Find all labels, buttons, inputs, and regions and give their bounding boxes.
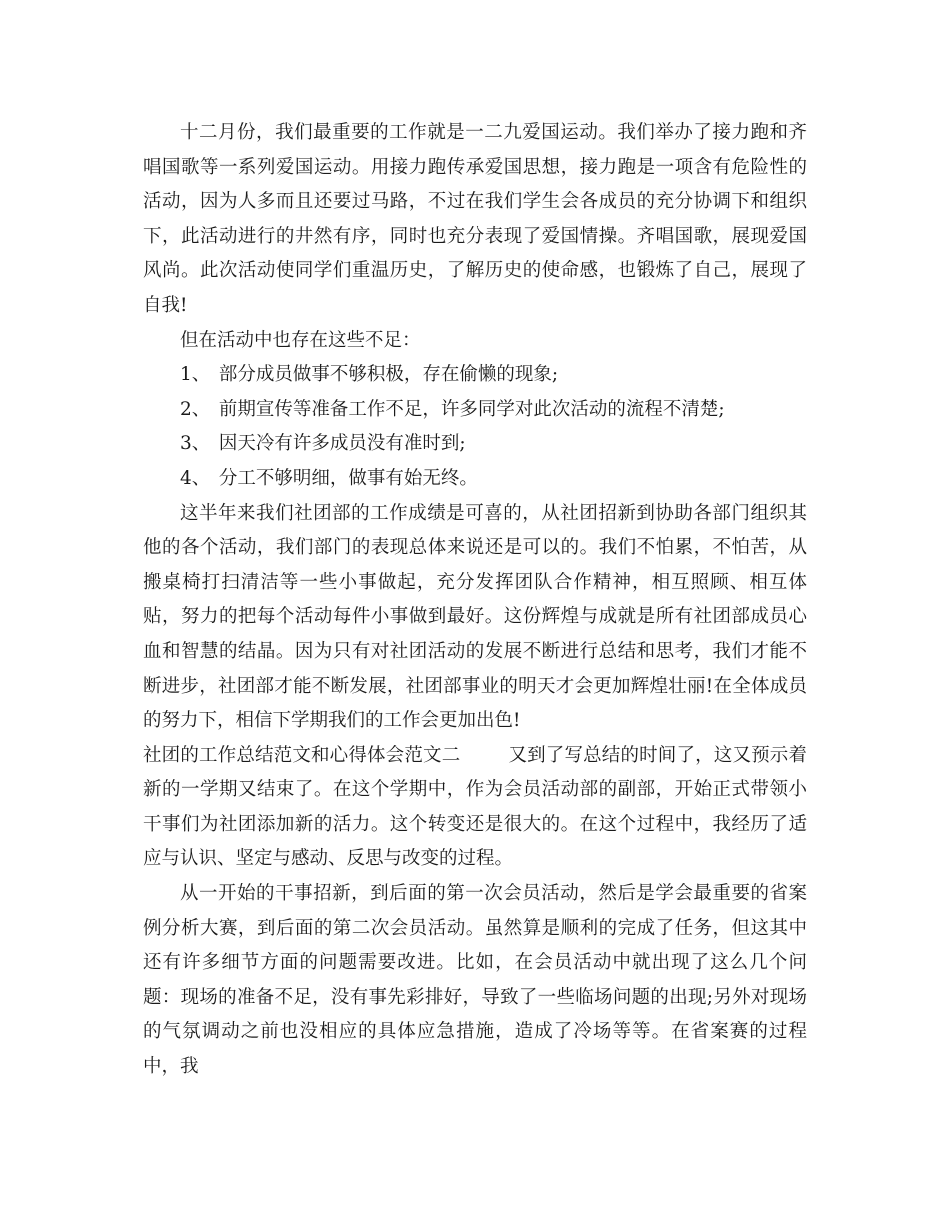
list-item-text: 部分成员做事不够积极，存在偷懒的现象; xyxy=(218,364,559,386)
list-item-text: 因天冷有许多成员没有准时到; xyxy=(218,433,466,455)
list-item-number: 2、 xyxy=(180,398,211,420)
list-item xyxy=(143,393,807,428)
paragraph-shortcomings-intro: 但在活动中也存在这些不足： xyxy=(180,329,421,351)
document-body xyxy=(143,116,807,1085)
list-item-number: 3、 xyxy=(180,433,211,455)
paragraph-half-year-results: 这半年来我们社团部的工作成绩是可喜的，从社团招新到协助各部门组织其他的各个活动，我们部门的表现总体来说还是可以的。我们不怕累，不怕苦，从搬桌椅打扫清洁等一些小事做起，充分发挥团队合作精神，相互照顾、相互体贴，努力的把每个活动每件小事做到最好。这份辉煌与成就是所有社团部成员心血和智慧的结晶。因为只有对社团活动的发展不断进行总结和思考，我们才能不断进步，社团部才能不断发展，社团部事业的明天才会更加辉煌壮丽!在全体成员的努力下，相信下学期我们的工作会更加出色! xyxy=(143,502,807,732)
list-item-number: 4、 xyxy=(180,467,211,489)
list-item xyxy=(143,462,807,497)
paragraph-december-activity: 十二月份，我们最重要的工作就是一二九爱国运动。我们举办了接力跑和齐唱国歌等一系列爱国运动。用接力跑传承爱国思想，接力跑是一项含有危险性的活动，因为人多而且还要过马路，不过在我们学生会各成员的充分协调下和组织下，此活动进行的井然有序，同时也充分表现了爱国情操。齐唱国歌，展现爱国风尚。此次活动使同学们重温历史，了解历史的使命感，也锻炼了自己，展现了自我! xyxy=(143,122,807,316)
list-item xyxy=(143,427,807,462)
section-two-opening xyxy=(143,739,807,877)
paragraph-recruitment-activities: 从一开始的干事招新，到后面的第一次会员活动，然后是学会最重要的省案例分析大赛，到后面的第二次会员活动。虽然算是顺利的完成了任务，但这其中还有许多细节方面的问题需要改进。比如，在会员活动中就出现了这么几个问题：现场的准备不足，没有事先彩排好，导致了一些临场问题的出现;另外对现场的气氛调动之前也没相应的具体应急措施，造成了冷场等等。在省案赛的过程中，我 xyxy=(143,883,807,1078)
list-item xyxy=(143,358,807,393)
section-title: 社团的工作总结范文和心得体会范文二 xyxy=(143,744,461,766)
paragraph-new-semester: 又到了写总结的时间了，这又预示着新的一学期又结束了。在这个学期中，作为会员活动部的副部，开始正式带领小干事们为社团添加新的活力。这个转变还是很大的。在这个过程中，我经历了适应与认识、坚定与感动、反思与改变的过程。 xyxy=(143,744,807,870)
list-item-text: 分工不够明细，做事有始无终。 xyxy=(218,467,478,489)
list-item-number: 1、 xyxy=(180,364,211,386)
list-item-text: 前期宣传等准备工作不足，许多同学对此次活动的流程不清楚; xyxy=(218,398,725,420)
